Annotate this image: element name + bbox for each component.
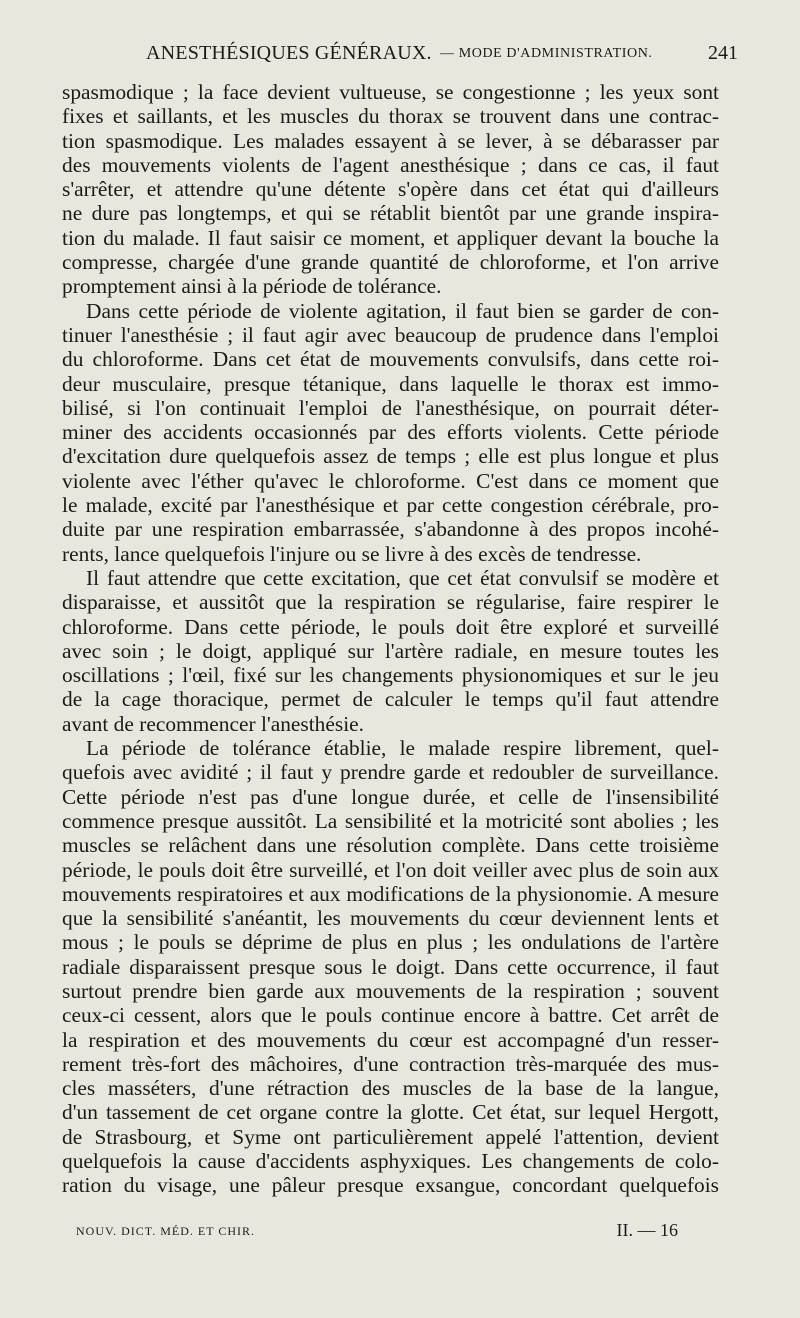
text-line: période, le pouls doit être surveillé, et l'on doit veiller avec plus de soin aux	[62, 857, 719, 882]
text-line: muscles se relâchent dans une résolution complète. Dans cette troisième	[62, 833, 719, 858]
text-line: mouvements respiratoires et aux modifications de la physionomie. A mesure	[62, 881, 719, 906]
text-line: ration du visage, une pâleur presque exsangue, concordant quelquefois	[62, 1173, 719, 1198]
text-line: disparaisse, et aussitôt que la respiration se régularise, faire respirer le	[62, 590, 719, 615]
text-line: spasmodique ; la face devient vultueuse, se congestionne ; les yeux sont	[62, 80, 719, 104]
text-line: quelquefois la cause d'accidents asphyxiques. Les changements de colo-	[62, 1149, 719, 1174]
text-line: de Strasbourg, et Syme ont particulièrement appelé l'attention, devient	[62, 1124, 719, 1149]
text-line: La période de tolérance établie, le malade respire librement, quel-	[86, 736, 719, 761]
text-line: le malade, excité par l'anesthésique et par cette congestion cérébrale, pro-	[62, 493, 719, 518]
text-line: promptement ainsi à la période de tolérance.	[62, 274, 442, 299]
text-line: d'un tassement de cet organe contre la glotte. Cet état, sur lequel Hergott,	[62, 1100, 719, 1125]
running-title: ANESTHÉSIQUES GÉNÉRAUX.	[146, 42, 432, 64]
text-line: rement très-fort des mâchoires, d'une contraction très-marquée des mus-	[62, 1051, 719, 1076]
text-line: tion du malade. Il faut saisir ce moment, et appliquer devant la bouche la	[62, 225, 719, 250]
text-line: quefois avec avidité ; il faut y prendre garde et redoubler de surveillance.	[62, 760, 719, 785]
text-line: deur musculaire, presque tétanique, dans laquelle le thorax est immo-	[62, 371, 719, 396]
text-line: de la cage thoracique, permet de calculer le temps qu'il faut attendre	[62, 687, 719, 712]
page-footer	[76, 1220, 678, 1244]
text-line: rents, lance quelquefois l'injure ou se livre à des excès de tendresse.	[62, 541, 642, 566]
text-line: Cette période n'est pas d'une longue durée, et celle de l'insensibilité	[62, 784, 719, 809]
text-line: Il faut attendre que cette excitation, que cet état convulsif se modère et	[86, 565, 719, 590]
text-line: chloroforme. Dans cette période, le pouls doit être exploré et surveillé	[62, 614, 719, 639]
running-section: — MODE D'ADMINISTRATION.	[440, 46, 653, 61]
text-line: mous ; le pouls se déprime de plus en plus ; les ondulations de l'artère	[62, 930, 719, 955]
text-line: que la sensibilité s'anéantit, les mouvements du cœur deviennent lents et	[62, 906, 719, 931]
text-line: violente avec l'éther qu'avec le chloroforme. C'est dans ce moment que	[62, 468, 719, 493]
page-header	[62, 42, 738, 78]
text-line: miner des accidents occasionnés par des efforts violents. Cette période	[62, 420, 719, 445]
text-line: s'arrêter, et attendre qu'une détente s'opère dans cet état qui d'ailleurs	[62, 177, 719, 202]
text-line: cles masséters, d'une rétraction des muscles de la base de la langue,	[62, 1076, 719, 1101]
text-line: d'excitation dure quelquefois assez de temps ; elle est plus longue et plus	[62, 444, 719, 469]
text-line: des mouvements violents de l'agent anesthésique ; dans ce cas, il faut	[62, 152, 719, 177]
volume-mark: II. — 16	[616, 1220, 678, 1240]
text-line: Dans cette période de violente agitation, il faut bien se garder de con-	[86, 298, 719, 323]
text-line: ne dure pas longtemps, et qui se rétablit bientôt par une grande inspira-	[62, 201, 719, 226]
signature-mark: NOUV. DICT. MÉD. ET CHIR.	[76, 1224, 256, 1238]
text-line: commence presque aussitôt. La sensibilité et la motricité sont abolies ; les	[62, 808, 719, 833]
text-line: duite par une respiration embarrassée, s'abandonne à des propos incohé-	[62, 517, 719, 542]
text-line: ceux-ci cessent, alors que le pouls continue encore à battre. Cet arrêt de	[62, 1003, 719, 1028]
text-line: fixes et saillants, et les muscles du thorax se trouvent dans une contrac-	[62, 104, 719, 129]
text-line: oscillations ; l'œil, fixé sur les changements physionomiques et sur le jeu	[62, 663, 719, 688]
text-line: avant de recommencer l'anesthésie.	[62, 711, 364, 736]
body-text	[62, 80, 719, 1198]
text-line: radiale disparaissent presque sous le doigt. Dans cette occurrence, il faut	[62, 954, 719, 979]
text-line: la respiration et des mouvements du cœur est accompagné d'un resser-	[62, 1027, 719, 1052]
text-line: avec soin ; le doigt, appliqué sur l'artère radiale, en mesure toutes les	[62, 638, 719, 663]
text-line: surtout prendre bien garde aux mouvements de la respiration ; souvent	[62, 978, 719, 1003]
text-line: compresse, chargée d'une grande quantité de chloroforme, et l'on arrive	[62, 250, 719, 275]
text-line: bilisé, si l'on continuait l'emploi de l'anesthésique, on pourrait déter-	[62, 395, 719, 420]
text-line: tinuer l'anesthésie ; il faut agir avec beaucoup de prudence dans l'emploi	[62, 322, 719, 347]
text-line: tion spasmodique. Les malades essayent à se lever, à se débarasser par	[62, 128, 719, 153]
text-line: du chloroforme. Dans cet état de mouvements convulsifs, dans cette roi-	[62, 347, 719, 372]
page-number: 241	[708, 42, 738, 64]
